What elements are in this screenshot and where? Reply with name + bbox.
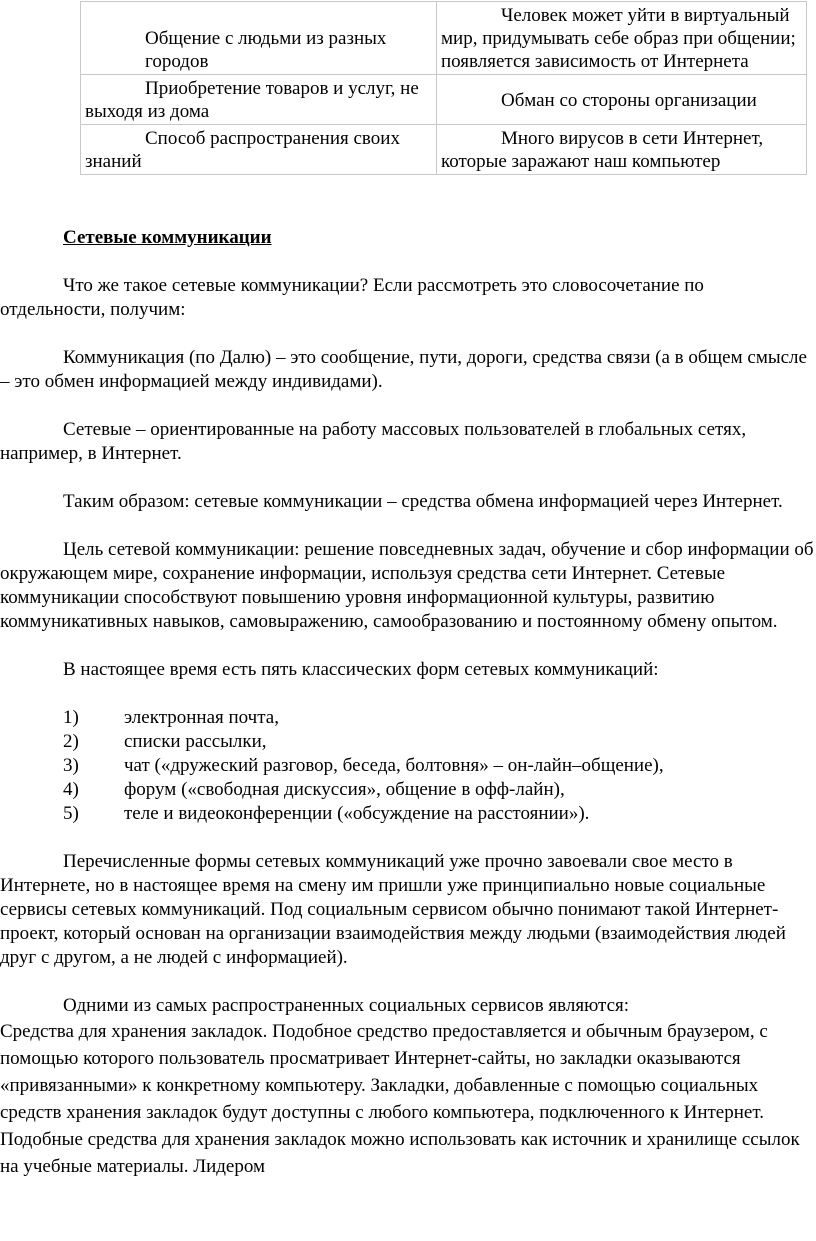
table-cell [437,125,807,175]
list-item-number: 1) [63,707,79,728]
table-cell-text: Человек может уйти в виртуальный мир, придумывать себе образ при общении; появляется зависимость от Интернета [441,5,796,72]
table-cell [81,2,437,75]
list-item-text: форум («свободная дискуссия», общение в офф-лайн), [124,779,565,800]
table-cell [81,125,437,175]
list-item [0,778,814,802]
paragraph: Средства для хранения закладок. Подобное средство предоставляется и обычным браузером, с помощью которого пользователь просматривает Интернет-сайты, но закладки оказываются «привязанными» к конкретному компьютеру. Закладки, добавленные с помощью социальных средств хранения закладок будут доступны с любого компьютера, подключенного к Интернет. Подобные средства для хранения закладок можно использовать как источник и хранилище ссылок на учебные материалы. Лидером [0,1021,800,1177]
section-heading: Сетевые коммуникации [63,227,272,248]
paragraph: Перечисленные формы сетевых коммуникаций уже прочно завоевали свое место в Интернете, но в настоящее время на смену им пришли уже принципиально новые социальные сервисы сетевых коммуникаций. Под социальным сервисом обычно понимают такой Интернет-проект, который основан на организации взаимодействия между людьми (взаимодействия людей друг с другом, а не людей с информацией). [0,851,786,968]
list-item-text: электронная почта, [124,707,279,728]
list-item [0,802,814,826]
table-cell-text: Много вирусов в сети Интернет, которые заражают наш компьютер [441,128,764,172]
table-row [81,75,807,125]
paragraph: Сетевые – ориентированные на работу массовых пользователей в глобальных сетях, например, в Интернет. [0,419,747,464]
table-cell [437,2,807,75]
list-item-number: 4) [63,779,79,800]
table-cell-text: Общение с людьми из разных городов [145,28,387,72]
table-cell [81,75,437,125]
table-row [81,2,807,75]
list-item-text: чат («дружеский разговор, беседа, болтовня» – он-лайн–общение), [124,755,664,776]
paragraph: Таким образом: сетевые коммуникации – средства обмена информацией через Интернет. [63,491,783,512]
paragraph: Что же такое сетевые коммуникации? Если рассмотреть это словосочетание по отдельности, получим: [0,275,704,320]
list-item-text: теле и видеоконференции («обсуждение на расстоянии»). [124,803,590,824]
comparison-table [80,1,807,175]
list-item-number: 3) [63,755,79,776]
list-item [0,730,814,754]
list-item-number: 5) [63,803,79,824]
table-cell-text: Способ распространения своих знаний [85,128,400,172]
list-item-text: списки рассылки, [124,731,267,752]
list-item [0,754,814,778]
list-item [0,706,814,730]
table-cell [437,75,807,125]
table-row [81,125,807,175]
paragraph: Одними из самых распространенных социальных сервисов являются: [63,995,630,1016]
document-body [0,226,814,1204]
paragraph: В настоящее время есть пять классических форм сетевых коммуникаций: [63,659,659,680]
forms-list [0,706,814,826]
table-cell-text: Приобретение товаров и услуг, не выходя из дома [85,78,419,122]
paragraph: Коммуникация (по Далю) – это сообщение, пути, дороги, средства связи (а в общем смысле – это обмен информацией между индивидами). [0,347,807,392]
list-item-number: 2) [63,731,79,752]
paragraph: Цель сетевой коммуникации: решение повседневных задач, обучение и сбор информации об окружающем мире, сохранение информации, используя средства сети Интернет. Сетевые коммуникации способствуют повышению уровня информационной культуры, развитию коммуникативных навыков, самовыражению, самообразованию и постоянному обмену опытом. [0,539,814,632]
table-cell-text: Обман со стороны организации [501,90,757,111]
